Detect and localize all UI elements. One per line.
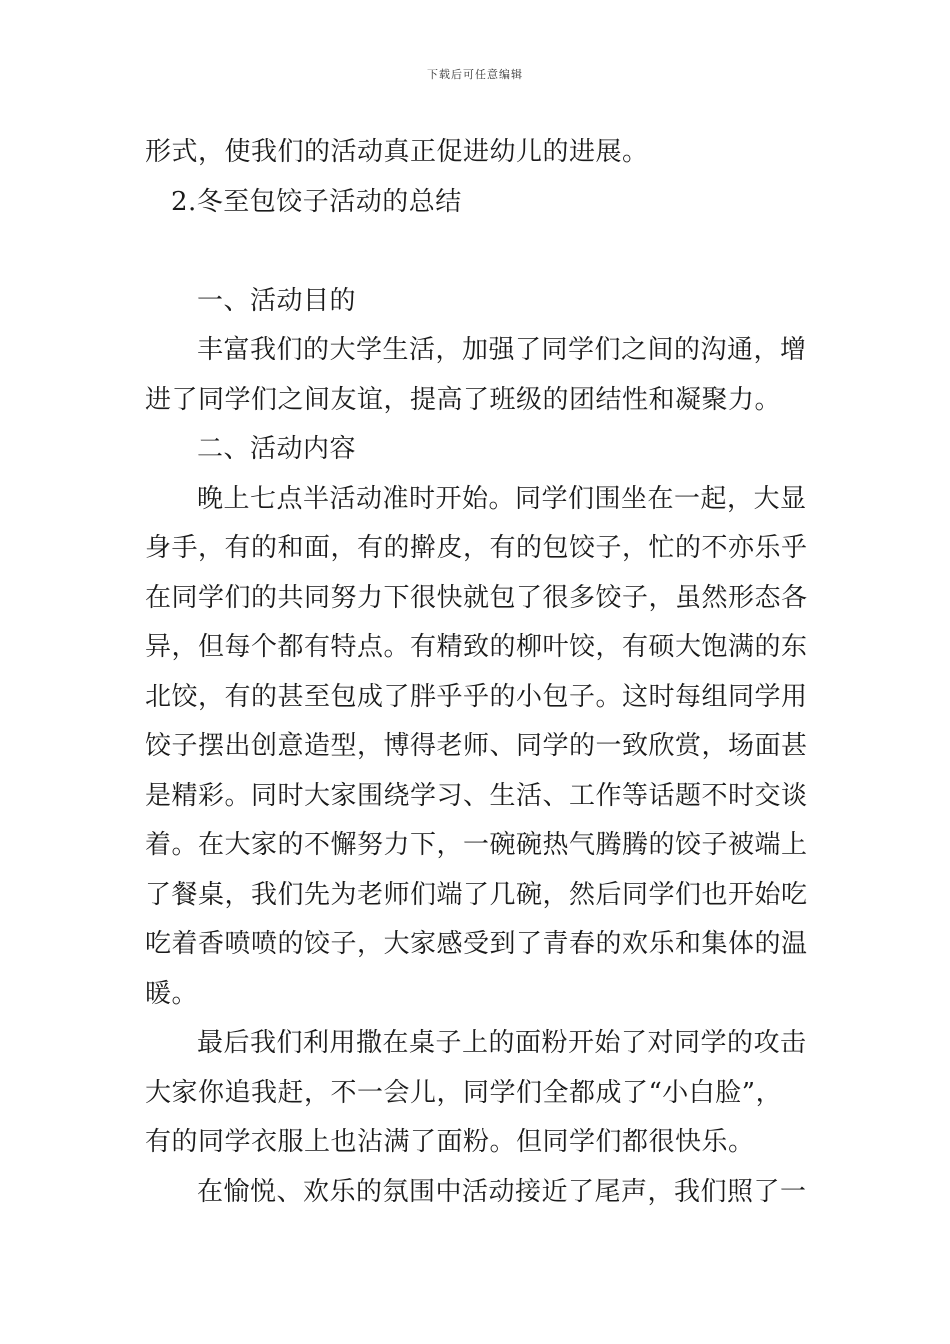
paragraph-line: 丰富我们的大学生活，加强了同学们之间的沟通，增: [197, 335, 807, 365]
paragraph-line: 着。在大家的不懈努力下，一碗碗热气腾腾的饺子被端上: [145, 830, 808, 860]
paragraph-line: 有的同学衣服上也沾满了面粉。但同学们都很快乐。: [145, 1127, 755, 1157]
paragraph-line: 大家你追我赶，不一会儿，同学们全都成了“小白脸”，: [145, 1077, 783, 1108]
document-body: [145, 128, 810, 1217]
paragraph-line: 在愉悦、欢乐的氛围中活动接近了尾声，我们照了一: [197, 1176, 807, 1207]
paragraph-line: 形式，使我们的活动真正促进幼儿的进展。: [145, 137, 649, 167]
paragraph-line: 暖。: [145, 978, 199, 1009]
paragraph-line: 异，但每个都有特点。有精致的柳叶饺，有硕大饱满的东: [145, 632, 808, 662]
paragraph-line: 北饺，有的甚至包成了胖乎乎的小包子。这时每组同学用: [145, 681, 808, 712]
paragraph-line: 晚上七点半活动准时开始。同学们围坐在一起，大显: [197, 483, 807, 514]
paragraph-line: 身手，有的和面，有的擀皮，有的包饺子，忙的不亦乐乎: [145, 533, 808, 563]
paragraph-line: 进了同学们之间友谊，提高了班级的团结性和凝聚力。: [145, 384, 782, 415]
page-header-note: 下载后可任意编辑: [427, 68, 523, 81]
paragraph-line: 了餐桌，我们先为老师们端了几碗，然后同学们也开始吃: [145, 879, 808, 910]
heading-purpose: 一、活动目的: [197, 285, 357, 316]
heading-content: 二、活动内容: [197, 434, 357, 464]
paragraph-line: 吃着香喷喷的饺子，大家感受到了青春的欢乐和集体的温: [145, 929, 808, 959]
paragraph-line: 在同学们的共同努力下很快就包了很多饺子，虽然形态各: [145, 582, 808, 613]
section-title: 2.冬至包饺子活动的总结: [171, 186, 462, 217]
paragraph-line: 最后我们利用撒在桌子上的面粉开始了对同学的攻击: [197, 1028, 807, 1058]
blank-line: [145, 227, 810, 277]
paragraph-line: 是精彩。同时大家围绕学习、生活、工作等话题不时交谈: [145, 780, 808, 811]
paragraph-line: 饺子摆出创意造型，博得老师、同学的一致欣赏，场面甚: [145, 731, 808, 761]
